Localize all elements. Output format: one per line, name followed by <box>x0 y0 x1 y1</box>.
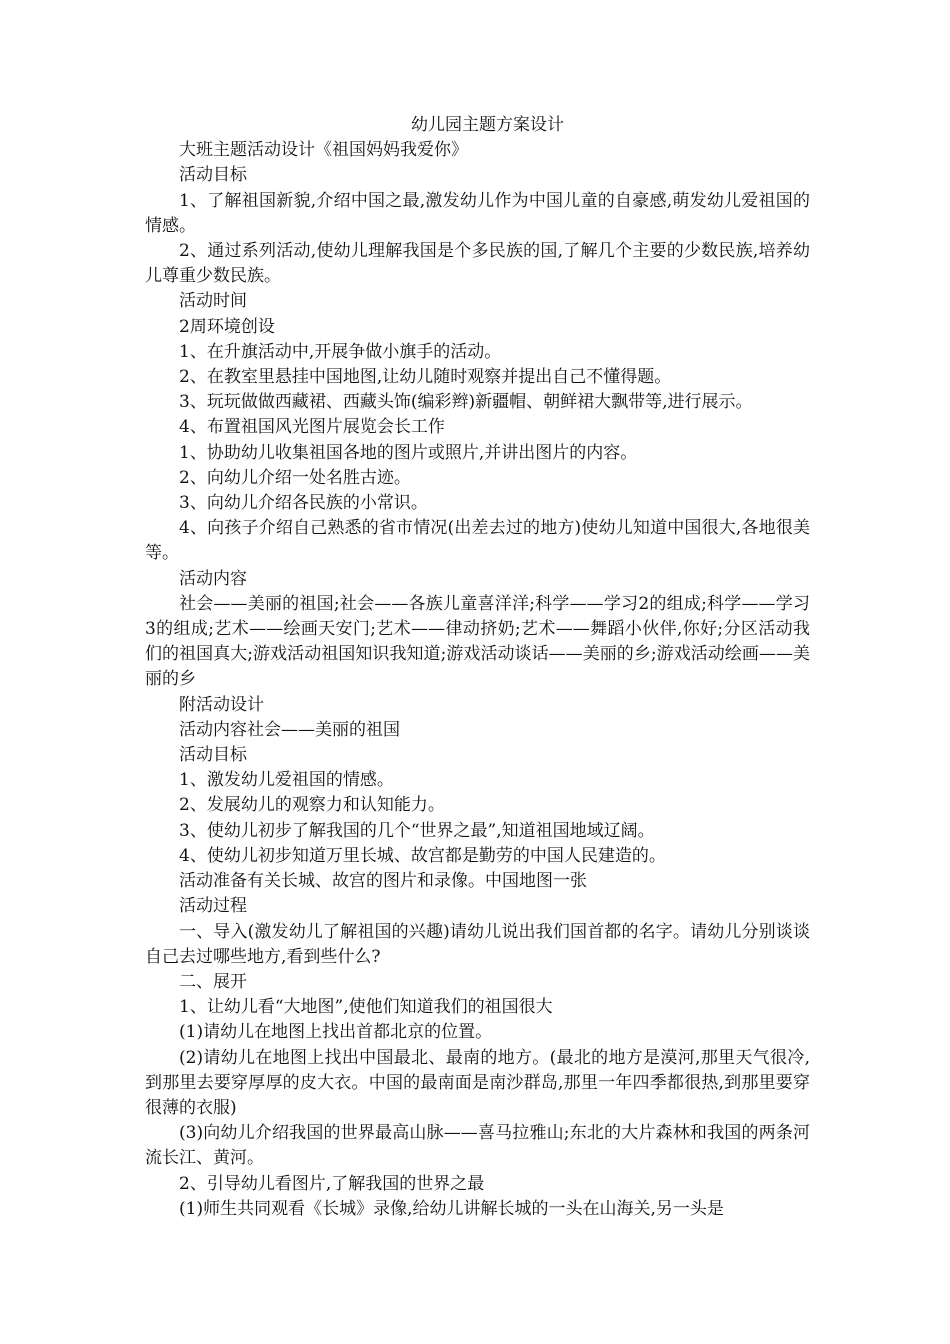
paragraph: 活动目标 <box>179 165 247 186</box>
document-title: 幼儿园主题方案设计 <box>411 115 564 135</box>
paragraph: 3、玩玩做做西藏裙、西藏头饰(编彩辫)新疆帽、朝鲜裙大飘带等,进行展示。 <box>179 392 753 413</box>
paragraph: 2、通过系列活动,使幼儿理解我国是个多民族的国,了解几个主要的少数民族,培养幼儿尊重少数民族。 <box>145 241 810 287</box>
paragraph: 二、展开 <box>179 971 247 992</box>
paragraph: 社会——美丽的祖国;社会——各族儿童喜洋洋;科学——学习2的组成;科学——学习3的组成;艺术——绘画天安门;艺术——律动挤奶;艺术——舞蹈小伙伴,你好;分区活动我们的祖国真大;游戏活动祖国知识我知道;游戏活动谈话——美丽的乡;游戏活动绘画——美丽的乡 <box>145 593 810 690</box>
paragraph: 大班主题活动设计《祖国妈妈我爱你》 <box>179 140 468 161</box>
paragraph: 活动内容社会——美丽的祖国 <box>179 719 400 740</box>
paragraph: 1、协助幼儿收集祖国各地的图片或照片,并讲出图片的内容。 <box>179 442 638 463</box>
paragraph: 1、在升旗活动中,开展争做小旗手的活动。 <box>179 341 502 362</box>
document-page <box>145 113 810 1222</box>
paragraph: 4、布置祖国风光图片展览会长工作 <box>179 417 445 438</box>
paragraph: 4、使幼儿初步知道万里长城、故宫都是勤劳的中国人民建造的。 <box>179 845 666 866</box>
paragraph: 3、向幼儿介绍各民族的小常识。 <box>179 493 428 514</box>
document-body <box>145 138 810 1222</box>
paragraph: 2、发展幼儿的观察力和认知能力。 <box>179 795 445 816</box>
paragraph: 2周环境创设 <box>179 316 275 337</box>
paragraph: 1、激发幼儿爱祖国的情感。 <box>179 770 394 791</box>
paragraph: 3、使幼儿初步了解我国的几个“世界之最”,知道祖国地域辽阔。 <box>179 820 655 841</box>
paragraph: 活动目标 <box>179 745 247 766</box>
paragraph: 2、引导幼儿看图片,了解我国的世界之最 <box>179 1173 485 1194</box>
paragraph: 附活动设计 <box>179 694 264 715</box>
paragraph: 一、导入(激发幼儿了解祖国的兴趣)请幼儿说出我们国首都的名字。请幼儿分别谈谈自己去过哪些地方,看到些什么? <box>145 921 810 967</box>
paragraph: 活动时间 <box>179 291 247 312</box>
paragraph: 1、让幼儿看“大地图”,使他们知道我们的祖国很大 <box>179 997 553 1018</box>
paragraph: 活动内容 <box>179 568 247 589</box>
paragraph: 活动过程 <box>179 896 247 917</box>
paragraph: (3)向幼儿介绍我国的世界最高山脉——喜马拉雅山;东北的大片森林和我国的两条河流长江、黄河。 <box>145 1123 810 1169</box>
paragraph: (1)请幼儿在地图上找出首都北京的位置。 <box>179 1022 493 1043</box>
paragraph: (1)师生共同观看《长城》录像,给幼儿讲解长城的一头在山海关,另一头是 <box>179 1198 724 1219</box>
paragraph: 2、在教室里悬挂中国地图,让幼儿随时观察并提出自己不懂得题。 <box>179 367 672 388</box>
paragraph: 4、向孩子介绍自己熟悉的省市情况(出差去过的地方)使幼儿知道中国很大,各地很美等。 <box>145 518 810 564</box>
paragraph: 活动准备有关长城、故宫的图片和录像。中国地图一张 <box>179 871 587 892</box>
paragraph: 2、向幼儿介绍一处名胜古迹。 <box>179 467 411 488</box>
paragraph: (2)请幼儿在地图上找出中国最北、最南的地方。(最北的地方是漠河,那里天气很冷,到那里去要穿厚厚的皮大衣。中国的最南面是南沙群岛,那里一年四季都很热,到那里要穿很薄的衣服) <box>145 1047 810 1118</box>
paragraph: 1、了解祖国新貌,介绍中国之最,激发幼儿作为中国儿童的自豪感,萌发幼儿爱祖国的情感。 <box>145 190 810 236</box>
